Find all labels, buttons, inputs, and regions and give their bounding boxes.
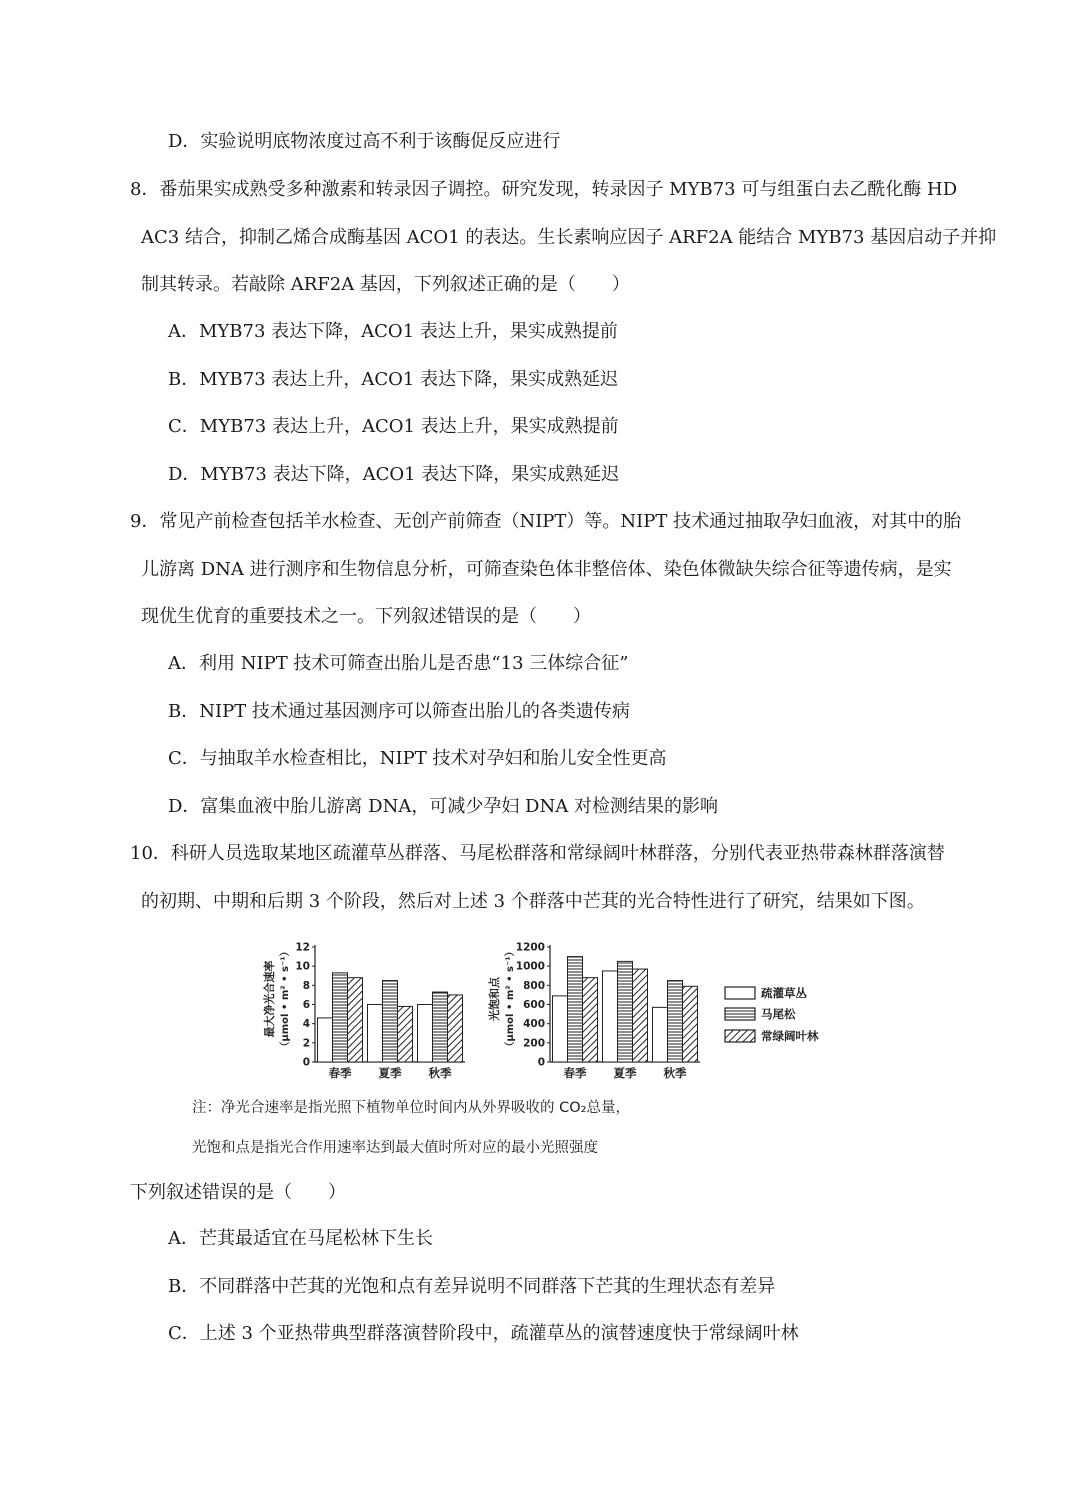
legend-swatch-broadleaf bbox=[725, 1030, 755, 1042]
q9-option-b: B．NIPT 技术通过基因测序可以筛查出胎儿的各类遗传病 bbox=[168, 701, 630, 722]
q7-option-d: D．实验说明底物浓度过高不利于该酶促反应进行 bbox=[168, 131, 561, 152]
right-chart-bar-shrub bbox=[553, 996, 568, 1062]
right-ylabel-main: 光饱和点 bbox=[488, 977, 501, 1021]
right-chart-bar-broadleaf bbox=[583, 978, 598, 1062]
right-chart-bar-pine bbox=[618, 961, 633, 1062]
right-chart-y-tick-label: 400 bbox=[523, 1018, 545, 1031]
right-chart-bar-pine bbox=[668, 981, 683, 1062]
right-chart-category-label: 春季 bbox=[563, 1066, 587, 1080]
left-chart-bar-pine bbox=[333, 973, 348, 1062]
right-chart-y-tick-label: 0 bbox=[537, 1056, 545, 1069]
left-chart-bar-pine bbox=[383, 981, 398, 1062]
q8-option-d: D．MYB73 表达下降，ACO1 表达下降，果实成熟延迟 bbox=[168, 464, 620, 485]
right-chart-y-tick-label: 1000 bbox=[515, 960, 545, 973]
right-chart-bar-broadleaf bbox=[683, 986, 698, 1062]
q8-stem-line2: AC3 结合，抑制乙烯合成酶基因 ACO1 的表达。生长素响应因子 ARF2A 能结合 MYB73 基因启动子并抑 bbox=[141, 227, 997, 248]
q8-option-b: B．MYB73 表达上升，ACO1 表达下降，果实成熟延迟 bbox=[168, 369, 619, 390]
q8-option-a: A．MYB73 表达下降，ACO1 表达上升，果实成熟提前 bbox=[168, 321, 618, 342]
left-chart-y-tick-label: 6 bbox=[302, 999, 310, 1011]
legend-label-pine: 马尾松 bbox=[761, 1007, 796, 1021]
right-chart-bar-pine bbox=[568, 957, 583, 1062]
right-chart-category-label: 夏季 bbox=[613, 1066, 637, 1080]
left-ylabel-main: 最大净光合速率 bbox=[263, 960, 276, 1038]
q10-option-a: A．芒萁最适宜在马尾松林下生长 bbox=[168, 1228, 433, 1249]
left-ylabel-unit: （μmol • m² • s⁻¹） bbox=[280, 946, 291, 1052]
q9-stem-line2: 儿游离 DNA 进行测序和生物信息分析，可筛查染色体非整倍体、染色体微缺失综合征等遗传病，是实 bbox=[141, 559, 952, 580]
left-chart-bar-broadleaf bbox=[448, 995, 463, 1062]
right-chart-y-tick-label: 600 bbox=[523, 999, 545, 1011]
left-chart-category-label: 秋季 bbox=[428, 1066, 452, 1080]
left-chart-y-tick-label: 8 bbox=[302, 979, 310, 992]
q9-stem-line3: 现优生优育的重要技术之一。下列叙述错误的是（ ） bbox=[141, 606, 591, 627]
q10-stem-line1: 10．科研人员选取某地区疏灌草丛群落、马尾松群落和常绿阔叶林群落，分别代表亚热带森林群落演替 bbox=[130, 843, 945, 864]
left-chart-y-tick-label: 0 bbox=[302, 1056, 310, 1069]
right-chart-bar-shrub bbox=[653, 1007, 668, 1062]
right-chart-y-tick-label: 1200 bbox=[515, 941, 545, 954]
legend-swatch-shrub bbox=[725, 987, 755, 999]
q10-note-line1: 注：净光合速率是指光照下植物单位时间内从外界吸收的 CO₂总量， bbox=[192, 1100, 630, 1116]
right-chart-category-label: 秋季 bbox=[663, 1066, 687, 1080]
q10-question: 下列叙述错误的是（ ） bbox=[130, 1182, 346, 1203]
q8-stem-line3: 制其转录。若敲除 ARF2A 基因，下列叙述正确的是（ ） bbox=[141, 274, 630, 295]
left-chart-y-tick-label: 12 bbox=[295, 941, 310, 954]
right-chart-y-tick-label: 200 bbox=[523, 1037, 545, 1050]
chart-legend bbox=[725, 986, 819, 1043]
left-chart-bar-broadleaf bbox=[398, 1006, 413, 1062]
q9-option-c: C．与抽取羊水检查相比，NIPT 技术对孕妇和胎儿安全性更高 bbox=[168, 748, 667, 769]
left-chart-bar-shrub bbox=[368, 1005, 383, 1063]
q10-option-c: C．上述 3 个亚热带典型群落演替阶段中，疏灌草丛的演替速度快于常绿阔叶林 bbox=[168, 1323, 799, 1344]
chart-light-saturation-point bbox=[516, 942, 700, 1081]
q10-option-b: B．不同群落中芒萁的光饱和点有差异说明不同群落下芒萁的生理状态有差异 bbox=[168, 1276, 776, 1297]
left-chart-y-tick-label: 2 bbox=[302, 1037, 310, 1050]
left-chart-y-tick-label: 4 bbox=[302, 1018, 310, 1031]
right-ylabel-unit: （μmol • m² • s⁻¹） bbox=[505, 946, 516, 1052]
q10-note-line2: 光饱和点是指光合作用速率达到最大值时所对应的最小光照强度 bbox=[192, 1140, 598, 1156]
left-chart-category-label: 夏季 bbox=[378, 1066, 402, 1080]
legend-label-broadleaf: 常绿阔叶林 bbox=[761, 1029, 819, 1043]
left-chart-y-tick-label: 10 bbox=[295, 960, 310, 973]
q9-option-d: D．富集血液中胎儿游离 DNA，可减少孕妇 DNA 对检测结果的影响 bbox=[168, 796, 718, 817]
chart-max-net-photosynthesis bbox=[295, 942, 465, 1081]
left-chart-bar-shrub bbox=[418, 1005, 433, 1063]
q8-option-c: C．MYB73 表达上升，ACO1 表达上升，果实成熟提前 bbox=[168, 416, 619, 437]
q8-stem-line1: 8．番茄果实成熟受多种激素和转录因子调控。研究发现，转录因子 MYB73 可与组蛋白去乙酰化酶 HD bbox=[130, 179, 958, 200]
left-chart-bar-pine bbox=[433, 992, 448, 1062]
q9-option-a: A．利用 NIPT 技术可筛查出胎儿是否患“13 三体综合征” bbox=[168, 653, 629, 674]
left-chart-category-label: 春季 bbox=[328, 1066, 352, 1080]
legend-swatch-pine bbox=[725, 1008, 755, 1020]
right-chart-bar-broadleaf bbox=[633, 969, 648, 1062]
legend-label-shrub: 疏灌草丛 bbox=[761, 986, 807, 1000]
left-chart-bar-broadleaf bbox=[348, 978, 363, 1062]
q9-stem-line1: 9．常见产前检查包括羊水检查、无创产前筛查（NIPT）等。NIPT 技术通过抽取孕妇血液，对其中的胎 bbox=[130, 511, 962, 532]
q10-stem-line2: 的初期、中期和后期 3 个阶段，然后对上述 3 个群落中芒萁的光合特性进行了研究，结果如下图。 bbox=[141, 891, 925, 912]
left-chart-bar-shrub bbox=[318, 1018, 333, 1062]
right-chart-bar-shrub bbox=[603, 971, 618, 1062]
right-chart-y-tick-label: 800 bbox=[523, 979, 545, 992]
q10-figure bbox=[255, 935, 855, 1085]
